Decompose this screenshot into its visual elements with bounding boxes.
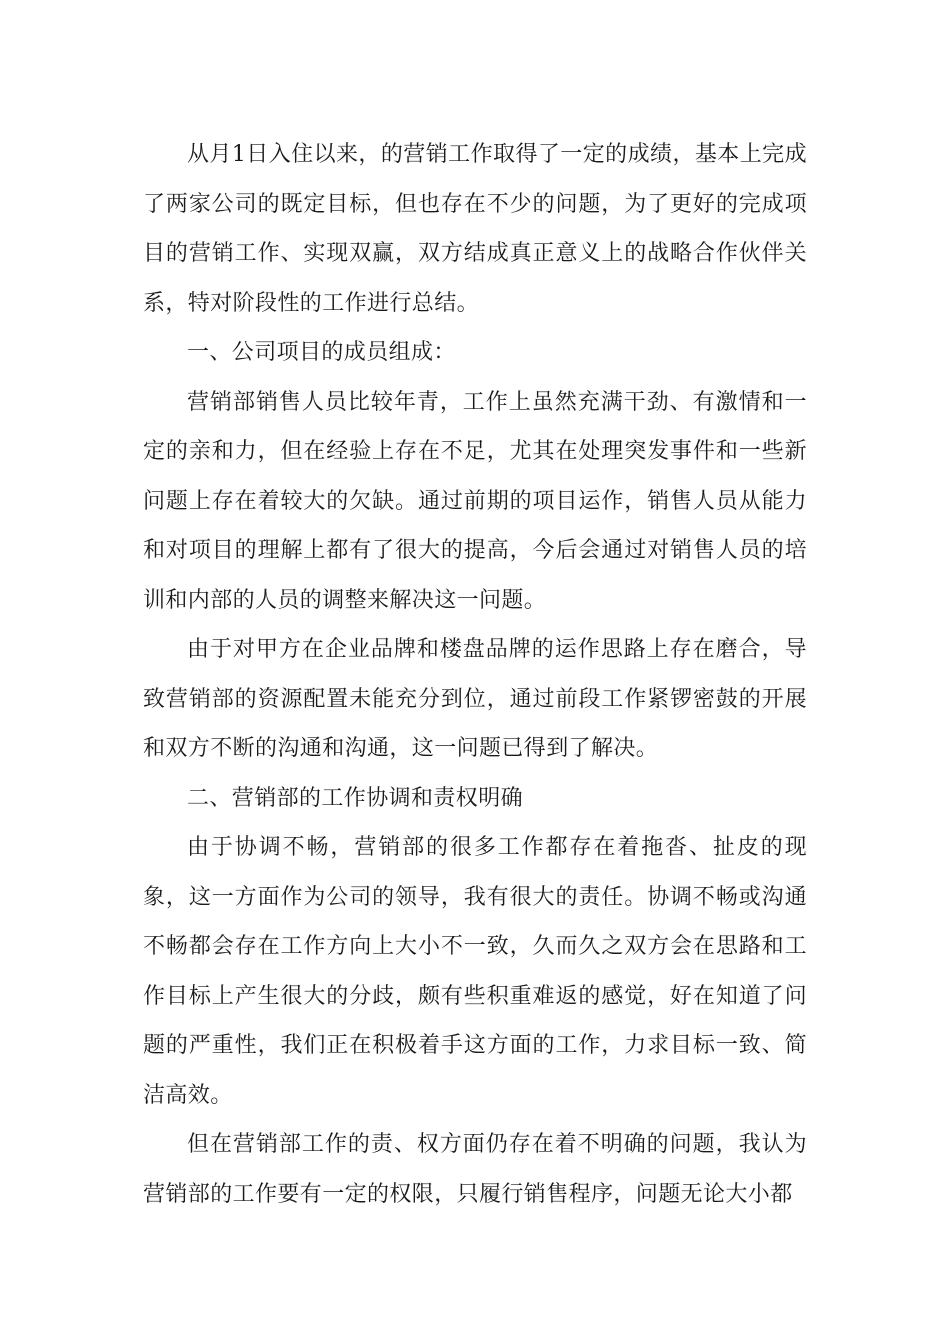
paragraph-resources: 由于对甲方在企业品牌和楼盘品牌的运作思路上存在磨合，导致营销部的资源配置未能充分到位，通过前段工作紧锣密鼓的开展和双方不断的沟通和沟通，这一问题已得到了解决。 bbox=[143, 637, 807, 761]
paragraph-intro: 从月1日入住以来，的营销工作取得了一定的成绩，基本上完成了两家公司的既定目标，但也存在不少的问题，为了更好的完成项目的营销工作、实现双赢，双方结成真正意义上的战略合作伙伴关系，特对阶段性的工作进行总结。 bbox=[143, 142, 807, 316]
heading-section-2: 二、营销部的工作协调和责权明确 bbox=[187, 785, 524, 811]
paragraph-staff: 营销部销售人员比较年青，工作上虽然充满干劲、有激情和一定的亲和力，但在经验上存在不足，尤其在处理突发事件和一些新问题上存在着较大的欠缺。通过前期的项目运作，销售人员从能力和对项目的理解上都有了很大的提高，今后会通过对销售人员的培训和内部的人员的调整来解决这一问题。 bbox=[143, 389, 807, 613]
paragraph-coordination: 由于协调不畅，营销部的很多工作都存在着拖沓、扯皮的现象，这一方面作为公司的领导，我有很大的责任。协调不畅或沟通不畅都会存在工作方向上大小不一致，久而久之双方会在思路和工作目标上产生很大的分歧，颇有些积重难返的感觉，好在知道了问题的严重性，我们正在积极着手这方面的工作，力求目标一致、简洁高效。 bbox=[143, 835, 807, 1108]
heading-section-1: 一、公司项目的成员组成： bbox=[187, 340, 456, 365]
paragraph-responsibility: 但在营销部工作的责、权方面仍存在着不明确的问题，我认为营销部的工作要有一定的权限，只履行销售程序，问题无论大小都 bbox=[143, 1132, 807, 1207]
document-body bbox=[143, 130, 807, 1219]
